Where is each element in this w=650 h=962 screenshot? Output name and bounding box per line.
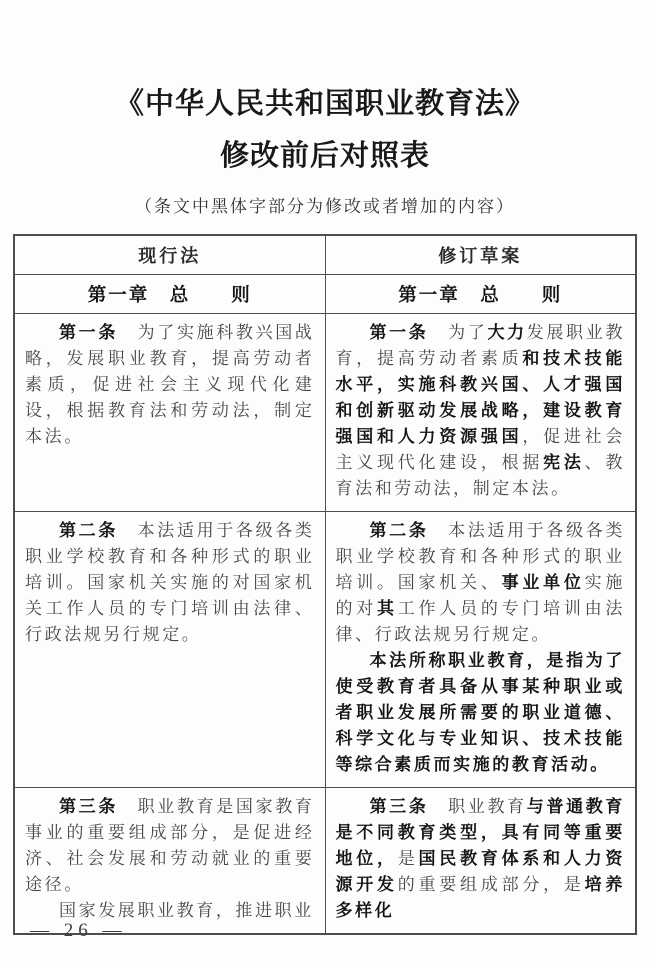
revised-text-run: 其 — [377, 598, 398, 618]
cell-current-law — [14, 787, 325, 934]
text-run: 、教育法和劳动法，制定本法。 — [335, 452, 626, 498]
article-paragraph — [25, 320, 315, 450]
text-run: 实施的对 — [335, 572, 626, 618]
chapter-row — [14, 274, 636, 313]
cell-revised-draft — [325, 313, 636, 511]
revised-text-run: 本法所称职业教育，是指为了使受教育者具备从事某种职业或者职业发展所需要的职业道德、科学文化与专业知识、技术技能等综合素质而实施的教育活动。 — [335, 650, 625, 774]
text-run: 本法适用于各级各类职业学校教育和各种形式的职业培训。国家机关实施的对国家机关工作人员的专门培训由法律、行政法规另行规定。 — [25, 520, 315, 644]
cell-revised-draft — [325, 787, 636, 934]
revised-text-run: 宪法 — [543, 452, 585, 472]
document-title-line1: 《中华人民共和国职业教育法》 — [114, 88, 535, 120]
article-paragraph — [25, 794, 315, 898]
text-run: 是 — [397, 848, 419, 868]
revised-text-run: 事业单位 — [501, 572, 585, 592]
revised-text-run: 第一条 — [59, 322, 118, 342]
text-run: 工作人员的专门培训由法律、行政法规另行规定。 — [335, 598, 625, 644]
revised-text-run: 与普通教育是不同教育类型，具有同等重要地位， — [335, 796, 626, 868]
col-header-revised-draft: 修订草案 — [325, 235, 636, 274]
comparison-table-body — [14, 274, 636, 934]
revised-text-run: 培养多样化 — [335, 874, 625, 920]
article-paragraph — [25, 518, 315, 648]
text-run: 国家发展职业教育，推进职业 — [59, 900, 314, 920]
text-run: 为了 — [428, 322, 488, 342]
cell-current-law — [14, 313, 325, 511]
revised-text-run: 国民教育体系和人力资源开发 — [335, 848, 625, 894]
article-paragraph — [336, 320, 626, 502]
article-row — [14, 787, 636, 934]
table-header-row — [14, 235, 636, 274]
article-paragraph — [336, 518, 626, 648]
col-header-current-law: 现行法 — [14, 235, 325, 274]
article-row — [14, 313, 636, 511]
revised-text-run: 第一章 总 则 — [87, 283, 252, 305]
revised-text-run: 第三条 — [369, 796, 429, 816]
revised-text-run: 第三条 — [59, 796, 118, 816]
document-title-line2: 修改前后对照表 — [219, 140, 430, 172]
revised-text-run: 第二条 — [369, 520, 429, 540]
text-run: 职业教育是国家教育事业的重要组成部分，是促进经济、社会发展和劳动就业的重要途径。 — [25, 796, 315, 894]
document-title — [0, 0, 650, 182]
article-paragraph — [336, 648, 626, 778]
article-paragraph — [336, 794, 626, 924]
revised-text-run: 大力 — [487, 322, 527, 342]
cell-current-law — [14, 511, 325, 787]
text-run: 职业教育 — [428, 796, 527, 816]
text-run: 本法适用于各级各类职业学校教育和各种形式的职业培训。国家机关、 — [335, 520, 625, 592]
revised-text-run: 第一章 总 则 — [398, 283, 563, 305]
article-row — [14, 511, 636, 787]
comparison-table — [13, 234, 637, 935]
revised-text-run: 和技术技能水平，实施科教兴国、人才强国和创新驱动发展战略，建设教育强国和人力资源强国 — [335, 348, 626, 446]
text-run: 为了实施科教兴国战略，发展职业教育，提高劳动者素质，促进社会主义现代化建设，根据教育法和劳动法，制定本法。 — [25, 322, 315, 446]
revised-text-run: 第二条 — [59, 520, 118, 540]
cell-revised-draft — [325, 511, 636, 787]
revised-text-run: 第一条 — [369, 322, 429, 342]
text-run: 发展职业教育，提高劳动者素质 — [335, 322, 625, 368]
page-number: — 26 — — [30, 920, 127, 941]
text-run: ，促进社会主义现代化建设，根据 — [335, 426, 626, 472]
cell-revised-draft — [325, 274, 636, 313]
document-subtitle: （条文中黑体字部分为修改或者增加的内容） — [135, 197, 515, 216]
text-run: 的重要组成部分，是 — [397, 874, 585, 894]
cell-current-law — [14, 274, 325, 313]
